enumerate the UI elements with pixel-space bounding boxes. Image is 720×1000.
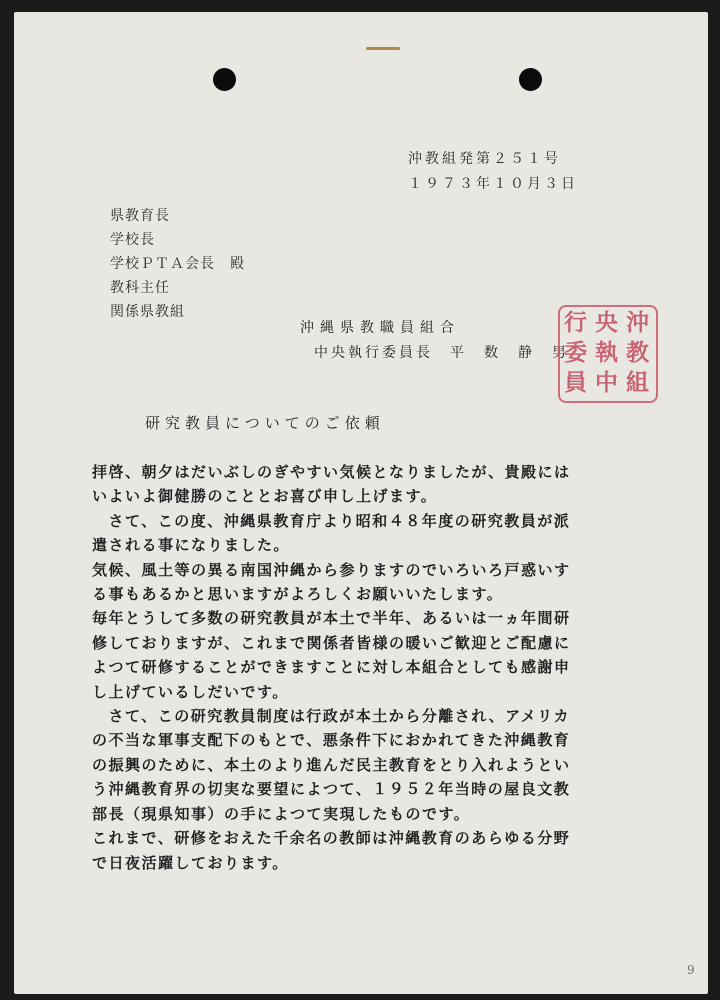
recipients-block [110,204,245,324]
body-line: 拝啓、朝夕はだいぶしのぎやすい気候となりましたが、貴殿には [92,463,571,481]
seal-char: 中 [595,369,618,396]
body-line: の振興のために、本土のより進んだ民主教育をとり入れようとい [92,755,571,774]
punch-hole-right [519,68,542,91]
seal-char: 組 [626,369,649,396]
sender-organization: 沖縄県教職員組合 [300,320,460,336]
body-line: し上げているしだいです。 [92,682,289,701]
sender-block [300,316,569,366]
seal-char: 執 [595,339,618,366]
page-number-mark: 9 [687,963,695,977]
staple-mark [366,47,400,50]
body-line: さて、この研究教員制度は行政が本土から分離され、アメリカ [92,707,571,726]
recipient-line: 教科主任 [110,280,170,296]
body-line: 部長（現県知事）の手によつて実現したものです。 [92,804,471,823]
letter-body [92,460,652,875]
body-line: 遣される事になりました。 [92,536,291,555]
body-line: 修しておりますが、これまで関係者皆様の暖いご歓迎とご配慮に [92,633,571,652]
reference-number: 沖教組発第２５１号 [408,151,561,167]
punch-hole-left [213,68,236,91]
body-line: これまで、研修をおえた千余名の教師は沖縄教育のあらゆる分野 [92,829,571,848]
official-seal-stamp [558,305,658,403]
seal-char: 央 [595,309,618,336]
chairman-name: 平 数 静 男 [450,345,569,361]
body-line: よつて研修することができますことに対し本組合としても感謝申 [92,658,571,677]
seal-char: 行 [564,309,587,336]
body-line: いよいよ御健勝のこととお喜び申し上げます。 [92,487,438,506]
chairman-title: 中央執行委員長 [314,345,433,361]
recipient-line: 関係県教組 [110,304,185,320]
body-line: で日夜活躍しております。 [92,853,289,872]
seal-char: 沖 [626,309,649,336]
body-line: の不当な軍事支配下のもとで、悪条件下におかれてきた沖縄教育 [92,731,571,750]
seal-char: 員 [564,369,587,396]
recipient-line: 学校長 [110,232,155,248]
reference-block [408,147,578,197]
body-line: う沖縄教育界の切実な要望によつて、１９５２年当時の屋良文教 [92,780,571,799]
subject-line: 研究教員についてのご依頼 [145,414,385,432]
body-line: る事もあるかと思いますがよろしくお願いいたします。 [92,585,504,604]
body-line: さて、この度、沖縄県教育庁より昭和４８年度の研究教員が派 [92,511,571,530]
reference-date: １９７３年１０月３日 [408,176,578,192]
recipient-line: 県教育長 [110,208,170,224]
seal-char: 委 [564,339,587,366]
seal-char: 教 [626,339,649,366]
body-line: 毎年とうして多数の研究教員が本土で半年、あるいは一ヵ年間研 [92,609,571,628]
recipient-line: 学校ＰＴＡ会長 殿 [110,256,245,272]
sender-chairman [314,341,569,366]
body-line: 気候、風土等の異る南国沖縄から参りますのでいろいろ戸惑いす [92,560,571,579]
